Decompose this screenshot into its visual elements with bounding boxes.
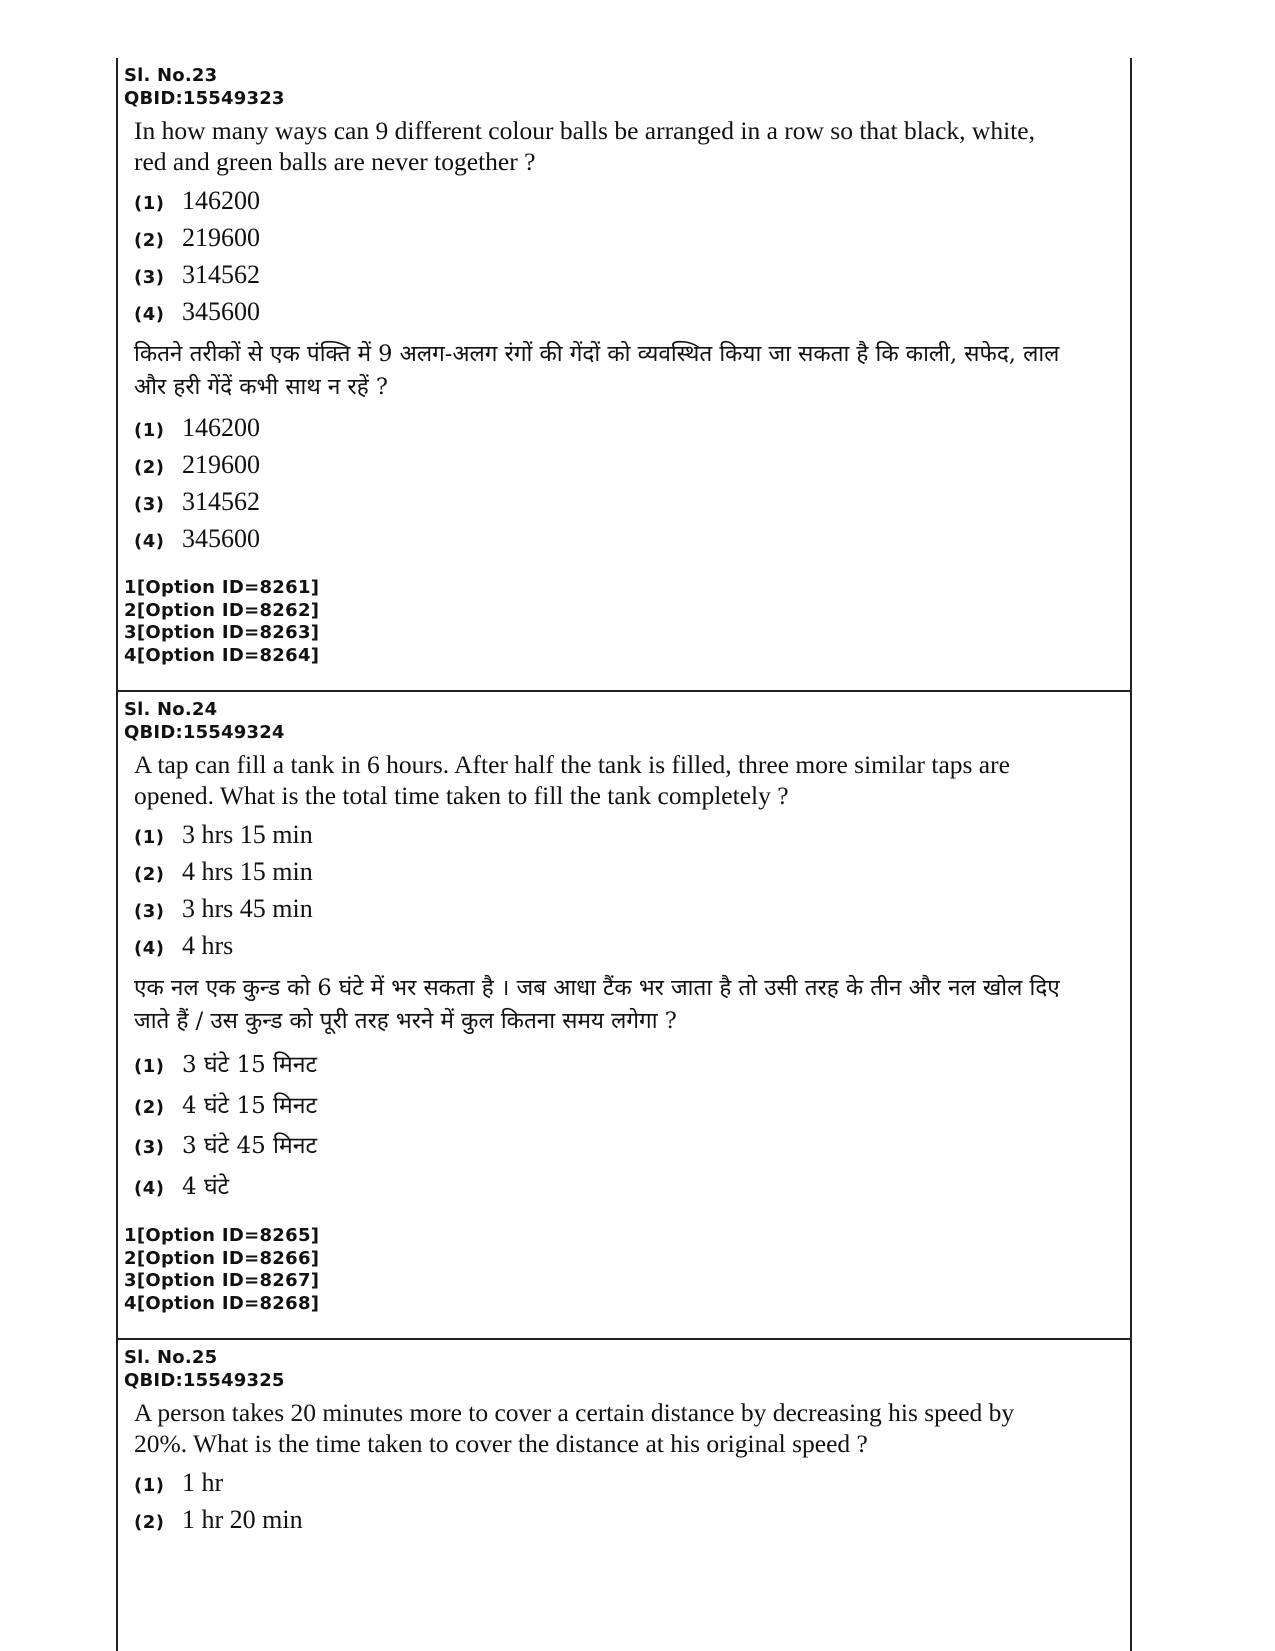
option-number: (1) bbox=[134, 1056, 165, 1077]
option-id: 3[Option ID=8267] bbox=[124, 1270, 320, 1291]
option-4-english bbox=[134, 931, 1130, 968]
question-block-23 bbox=[118, 58, 1130, 690]
option-number: (1) bbox=[134, 420, 165, 441]
question-bank-id: QBID:15549324 bbox=[124, 722, 285, 743]
option-id: 3[Option ID=8263] bbox=[124, 622, 320, 643]
option-3-hindi bbox=[134, 487, 1130, 524]
option-number: (2) bbox=[134, 457, 165, 478]
options-english bbox=[134, 186, 1130, 334]
option-value: 345600 bbox=[182, 297, 260, 326]
serial-number: Sl. No.24 bbox=[124, 699, 218, 720]
option-value: 146200 bbox=[182, 413, 260, 442]
question-text-hindi: एक नल एक कुन्ड को 6 घंटे में भर सकता है । जब आधा टैंक भर जाता है तो उसी तरह के तीन और नल खोल दिए जाते हैं / उस कुन्ड को पूरी तरह भरने में कुल कितना समय लगेगा ? bbox=[134, 975, 1060, 1034]
option-number: (2) bbox=[134, 864, 165, 885]
options-hindi bbox=[134, 413, 1130, 561]
option-value: 3 hrs 15 min bbox=[182, 820, 313, 849]
option-2-english bbox=[134, 223, 1130, 260]
option-id: 1[Option ID=8261] bbox=[124, 577, 320, 598]
option-1-english bbox=[134, 186, 1130, 223]
option-1-hindi bbox=[134, 1047, 1130, 1088]
option-value: 314562 bbox=[182, 260, 260, 289]
option-2-english bbox=[134, 1505, 1130, 1542]
options-english bbox=[134, 820, 1130, 968]
question-text-hindi: कितने तरीकों से एक पंक्ति में 9 अलग-अलग रंगों की गेंदों को व्यवस्थित किया जा सकता है कि काली, सफेद, लाल और हरी गेंदें कभी साथ न रहें ? bbox=[134, 341, 1060, 400]
serial-number: Sl. No.25 bbox=[124, 1347, 218, 1368]
option-value: 146200 bbox=[182, 186, 260, 215]
option-4-english bbox=[134, 297, 1130, 334]
option-value: 3 hrs 45 min bbox=[182, 894, 313, 923]
question-block-24 bbox=[118, 690, 1130, 1338]
option-id-list bbox=[124, 577, 1130, 667]
option-number: (3) bbox=[134, 1137, 165, 1158]
option-number: (4) bbox=[134, 938, 165, 959]
question-bank-id: QBID:15549323 bbox=[124, 88, 285, 109]
option-number: (1) bbox=[134, 193, 165, 214]
option-value: 219600 bbox=[182, 223, 260, 252]
option-number: (3) bbox=[134, 901, 165, 922]
option-number: (3) bbox=[134, 494, 165, 515]
option-value: 4 hrs bbox=[182, 931, 234, 960]
option-number: (1) bbox=[134, 1475, 165, 1496]
option-id: 4[Option ID=8268] bbox=[124, 1292, 320, 1314]
question-bank-id: QBID:15549325 bbox=[124, 1370, 285, 1391]
option-value: 314562 bbox=[182, 487, 260, 516]
question-text-english: A tap can fill a tank in 6 hours. After half the tank is filled, three more similar taps are opened. What is the total time taken to fill the tank completely ? bbox=[134, 750, 1010, 810]
option-2-english bbox=[134, 857, 1130, 894]
option-1-english bbox=[134, 820, 1130, 857]
option-id-list bbox=[124, 1225, 1130, 1315]
option-value: 1 hr 20 min bbox=[182, 1505, 303, 1534]
options-english bbox=[134, 1468, 1130, 1542]
option-id: 2[Option ID=8262] bbox=[124, 599, 320, 621]
option-number: (4) bbox=[134, 1177, 165, 1199]
option-4-hindi bbox=[134, 1169, 1130, 1210]
option-value: 3 घंटे 15 मिनट bbox=[182, 1052, 318, 1078]
option-value: 1 hr bbox=[182, 1468, 224, 1497]
option-number: (2) bbox=[134, 1096, 165, 1118]
option-id: 2[Option ID=8266] bbox=[124, 1247, 320, 1269]
option-3-english bbox=[134, 894, 1130, 931]
option-number: (3) bbox=[134, 267, 165, 288]
option-value: 4 घंटे 15 मिनट bbox=[182, 1092, 318, 1119]
option-3-english bbox=[134, 260, 1130, 297]
serial-number: Sl. No.23 bbox=[124, 65, 218, 86]
option-4-hindi bbox=[134, 524, 1130, 561]
option-number: (1) bbox=[134, 827, 165, 848]
question-text-english: A person takes 20 minutes more to cover a certain distance by decreasing his speed by 20%. What is the time taken to cover the distance at his original speed ? bbox=[134, 1398, 1015, 1458]
option-id: 4[Option ID=8264] bbox=[124, 644, 320, 666]
option-2-hindi bbox=[134, 450, 1130, 487]
option-1-hindi bbox=[134, 413, 1130, 450]
option-number: (2) bbox=[134, 230, 165, 251]
option-value: 4 घंटे bbox=[182, 1173, 230, 1200]
option-value: 219600 bbox=[182, 450, 260, 479]
option-3-hindi bbox=[134, 1128, 1130, 1169]
question-paper-page bbox=[116, 58, 1132, 1651]
option-value: 3 घंटे 45 मिनट bbox=[182, 1133, 318, 1159]
option-2-hindi bbox=[134, 1088, 1130, 1129]
options-hindi bbox=[134, 1047, 1130, 1209]
question-block-25 bbox=[118, 1338, 1130, 1649]
option-value: 345600 bbox=[182, 524, 260, 553]
option-number: (2) bbox=[134, 1512, 165, 1533]
option-number: (4) bbox=[134, 531, 165, 552]
option-value: 4 hrs 15 min bbox=[182, 857, 313, 886]
option-number: (4) bbox=[134, 304, 165, 325]
option-id: 1[Option ID=8265] bbox=[124, 1225, 320, 1246]
option-1-english bbox=[134, 1468, 1130, 1505]
question-text-english: In how many ways can 9 different colour balls be arranged in a row so that black, white, red and green balls are never together ? bbox=[134, 116, 1035, 176]
